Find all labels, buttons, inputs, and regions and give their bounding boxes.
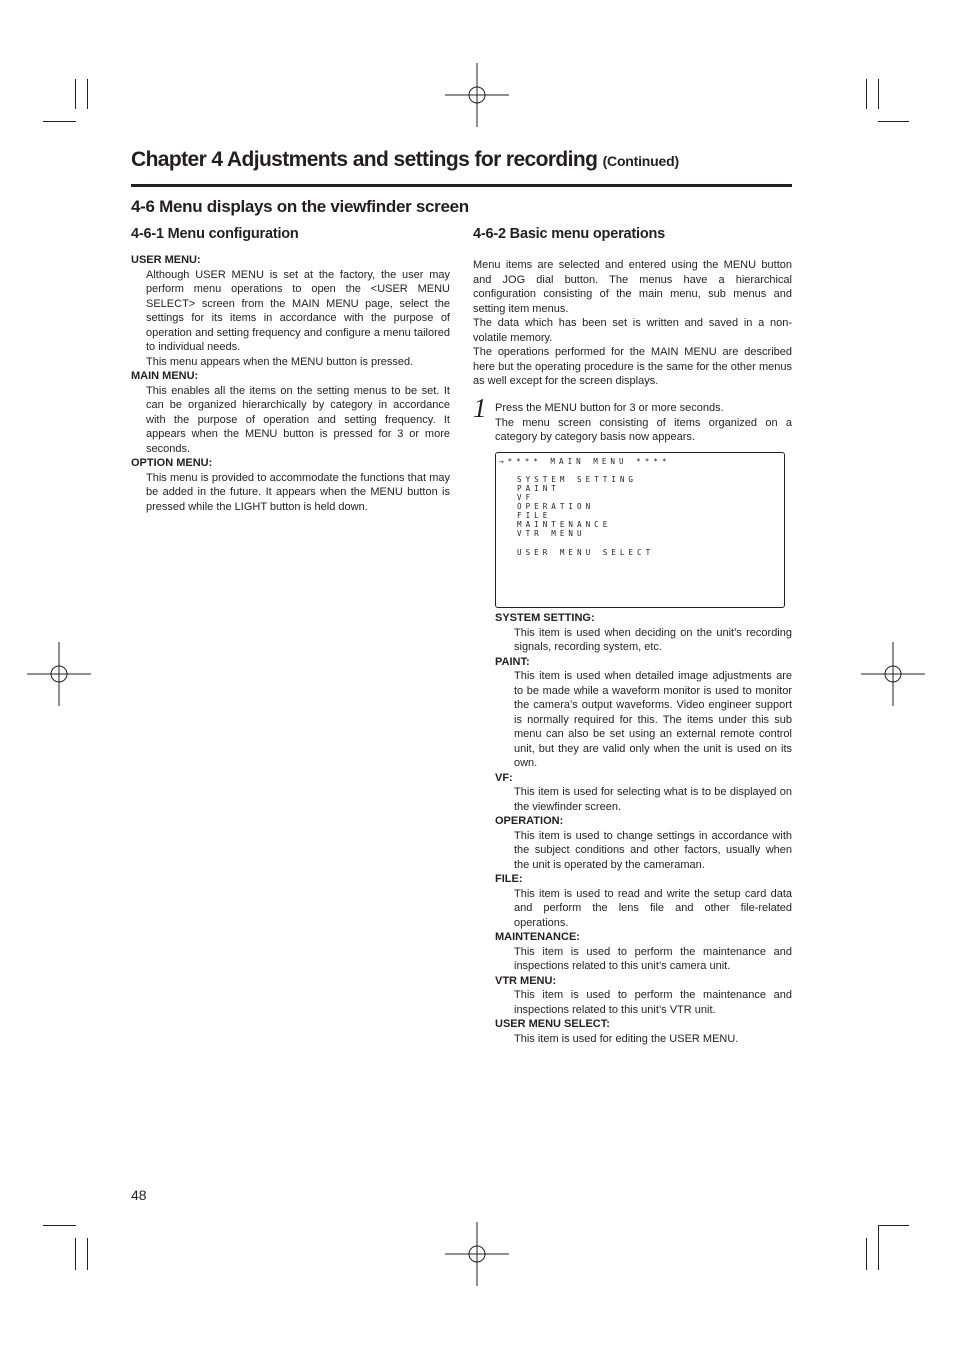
- registration-mark-icon: [445, 63, 509, 127]
- entry-text: This item is used for selecting what is to be displayed on the viewfinder screen.: [514, 786, 792, 813]
- screen-item: VTR MENU: [517, 529, 586, 538]
- entry-term: VTR MENU:: [495, 974, 557, 987]
- registration-mark-icon: [445, 1222, 509, 1286]
- crop-mark: [878, 1225, 879, 1270]
- crop-mark: [878, 1225, 909, 1226]
- section-title: 4-6 Menu displays on the viewfinder screen: [131, 197, 469, 216]
- step-line: The menu screen consisting of items organized on a category by category basis now appears.: [495, 416, 792, 443]
- chapter-title-text: Chapter 4 Adjustments and settings for recording: [131, 148, 598, 171]
- registration-mark-icon: [27, 642, 91, 706]
- entry-text: Although USER MENU is set at the factory, the user may perform menu operations to open the <USER MENU SELECT> screen from the MAIN MENU page, select the settings for its items in accordance with the purpose of operation and setting frequency and configure a menu tailored to individual needs.: [146, 268, 450, 353]
- left-column: [131, 253, 450, 514]
- right-intro: [473, 258, 792, 389]
- page-number: 48: [131, 1187, 147, 1203]
- entry-term: USER MENU SELECT:: [495, 1018, 610, 1030]
- registration-mark-icon: [861, 642, 925, 706]
- step-line: Press the MENU button for 3 or more seconds.: [495, 402, 724, 414]
- entry-text: This item is used for editing the USER MENU.: [514, 1032, 739, 1045]
- entry-text: This menu appears when the MENU button is pressed.: [146, 355, 414, 368]
- viewfinder-menu-screen: [495, 452, 785, 608]
- entry-term: OPERATION:: [495, 815, 564, 827]
- screen-item: OPERATION: [517, 502, 595, 511]
- entry-term: SYSTEM SETTING:: [495, 612, 595, 624]
- entry-text: This item is used to perform the maintenance and inspections related to this unit’s camera unit.: [514, 945, 792, 972]
- entry-text: This item is used to perform the maintenance and inspections related to this unit’s VTR unit.: [514, 989, 792, 1016]
- intro-paragraph: The operations performed for the MAIN MENU are described here but the operating procedure is the same for the other menus as well except for the screen displays.: [473, 346, 792, 387]
- entry-text: This item is used to change settings in accordance with the subject conditions and other factors, usually when the unit is operated by the cameraman.: [514, 829, 792, 871]
- crop-mark: [878, 79, 879, 109]
- entry-text: This menu is provided to accommodate the functions that may be added in the future. It appears when the MENU button is pressed while the LIGHT button is held down.: [146, 471, 450, 513]
- screen-item: VF: [517, 493, 535, 502]
- chapter-title: [131, 148, 792, 172]
- crop-mark: [43, 1225, 76, 1226]
- screen-item: PAINT: [517, 484, 560, 493]
- entry-term: PAINT:: [495, 655, 530, 668]
- screen-item: FILE: [517, 511, 552, 520]
- entry-term: VF:: [495, 771, 513, 784]
- crop-mark: [866, 79, 867, 109]
- crop-mark: [75, 79, 76, 109]
- right-definitions: [495, 611, 792, 1046]
- screen-item: SYSTEM SETTING: [517, 475, 638, 484]
- intro-paragraph: The data which has been set is written and saved in a non-volatile memory.: [473, 317, 792, 344]
- entry-text: This item is used when deciding on the unit’s recording signals, recording system, etc.: [514, 626, 792, 653]
- entry-term: MAIN MENU:: [131, 370, 199, 382]
- step-text: [495, 401, 792, 445]
- right-heading: 4-6-2 Basic menu operations: [473, 226, 666, 242]
- entry-term: USER MENU:: [131, 254, 201, 266]
- crop-mark: [87, 79, 88, 109]
- title-rule: [131, 184, 792, 187]
- entry-term: FILE:: [495, 873, 523, 885]
- entry-term: OPTION MENU:: [131, 457, 213, 469]
- entry-text: This enables all the items on the setting menus to be set. It can be organized hierarchically by category in accordance with the purpose of operation and setting frequency. It appears when the MENU button is pressed for 3 or more seconds.: [146, 384, 450, 455]
- screen-footer: USER MENU SELECT: [517, 548, 655, 557]
- screen-header: →**** MAIN MENU ****: [499, 457, 671, 466]
- entry-term: MAINTENANCE:: [495, 931, 580, 943]
- crop-mark: [866, 1238, 867, 1270]
- intro-paragraph: Menu items are selected and entered using the MENU button and JOG dial button. The menus have a hierarchical configuration consisting of the main menu, sub menus and setting item menus.: [473, 259, 792, 315]
- crop-mark: [43, 121, 76, 122]
- crop-mark: [878, 121, 909, 122]
- left-heading: 4-6-1 Menu configuration: [131, 226, 299, 242]
- entry-text: This item is used to read and write the setup card data and perform the lens file and other file-related operations.: [514, 887, 792, 929]
- chapter-continued: (Continued): [602, 153, 679, 169]
- entry-text: This item is used when detailed image adjustments are to be made while a waveform monitor is used to monitor the camera’s output waveforms. Video engineer support is normally required for this. The items under this sub menu can also be set using an external remote control unit, but they are valid only when the unit is used on its own.: [514, 670, 792, 769]
- screen-item: MAINTENANCE: [517, 520, 612, 529]
- step-number: 1: [473, 393, 487, 423]
- crop-mark: [87, 1238, 88, 1270]
- crop-mark: [75, 1238, 76, 1270]
